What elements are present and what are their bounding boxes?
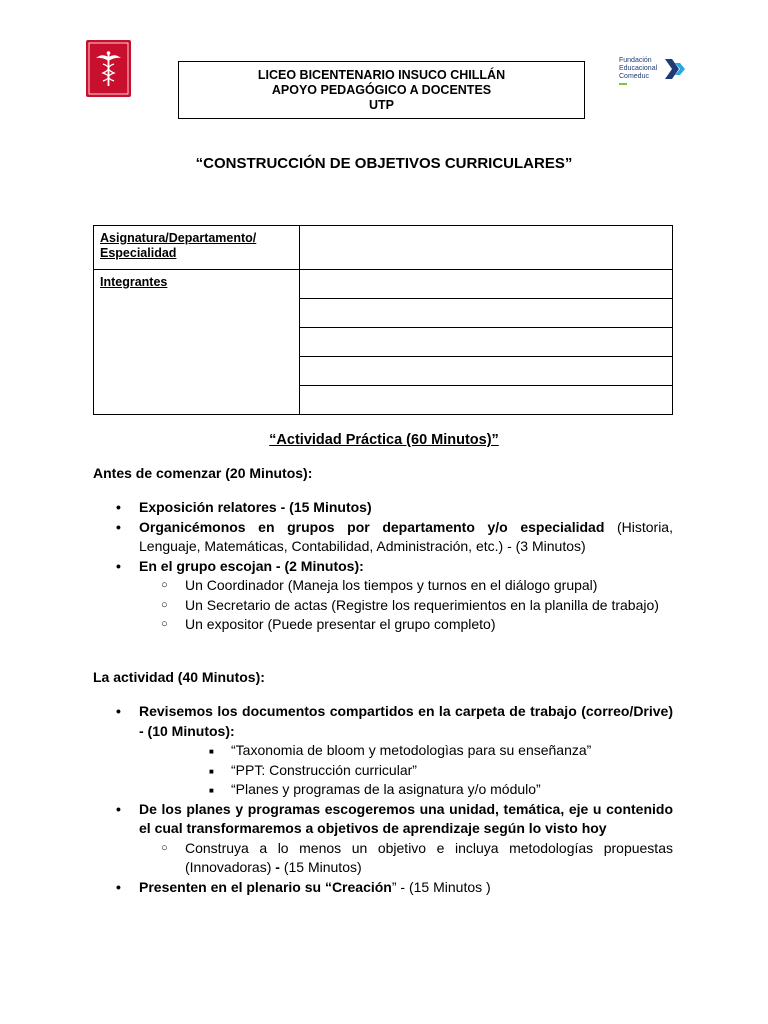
- member-field[interactable]: [300, 357, 673, 386]
- document-item: ■ “Taxonomia de bloom y metodologìas para su enseñanza”: [93, 741, 673, 761]
- member-field[interactable]: [300, 270, 673, 299]
- list-item: • Revisemos los documentos compartidos en la carpeta de trabajo (correo/Drive) - (10 Minutos):: [93, 702, 673, 741]
- document-title: “CONSTRUCCIÓN DE OBJETIVOS CURRICULARES”: [195, 155, 573, 172]
- comeduc-logo: [619, 57, 689, 85]
- activity-title: “Actividad Práctica (60 Minutos)”: [269, 432, 499, 448]
- header-box: [178, 61, 585, 119]
- activity-heading: La actividad (40 Minutos):: [93, 669, 265, 685]
- role-item: ○ Un expositor (Puede presentar el grupo completo): [93, 615, 673, 635]
- list-item: • Exposición relatores - (15 Minutos): [93, 498, 673, 518]
- member-field[interactable]: [300, 386, 673, 415]
- sub-item: ○ Construya a lo menos un objetivo e incluya metodologías propuestas (Innovadoras) - (15 Minutos): [93, 839, 673, 878]
- role-item: ○ Un Coordinador (Maneja los tiempos y turnos en el diálogo grupal): [93, 576, 673, 596]
- member-field[interactable]: [300, 328, 673, 357]
- school-name: LICEO BICENTENARIO INSUCO CHILLÁN: [257, 67, 506, 82]
- list-item: • Organicémonos en grupos por departamento y/o especialidad (Historia, Lenguaje, Matemáticas, Contabilidad, Administración, etc.) - (3 Minutos): [93, 518, 673, 557]
- department-name: APOYO PEDAGÓGICO A DOCENTES: [271, 82, 492, 97]
- subject-field[interactable]: [300, 226, 673, 270]
- logo-accent-bar: [619, 83, 627, 85]
- list-item: • De los planes y programas escogeremos una unidad, temática, eje u contenido el cual transformaremos a objetivos de aprendizaje según lo visto hoy: [93, 800, 673, 839]
- members-label: Integrantes: [94, 270, 300, 415]
- before-heading: Antes de comenzar (20 Minutos):: [93, 465, 313, 481]
- subject-label: Asignatura/Departamento/ Especialidad: [94, 226, 300, 270]
- document-item: ■ “Planes y programas de la asignatura y/o módulo”: [93, 780, 673, 800]
- group-info-table: [93, 225, 673, 415]
- list-item: • En el grupo escojan - (2 Minutos):: [93, 557, 673, 577]
- comeduc-logo-text: Fundación Educacional Comeduc: [619, 57, 658, 80]
- member-field[interactable]: [300, 299, 673, 328]
- before-list: [93, 498, 673, 635]
- role-item: ○ Un Secretario de actas (Registre los requerimientos en la planilla de trabajo): [93, 596, 673, 616]
- unit-name: UTP: [369, 97, 394, 112]
- list-item: • Presenten en el plenario su “Creación” - (15 Minutos ): [93, 878, 673, 898]
- comeduc-chevron-icon: [663, 57, 687, 83]
- document-item: ■ “PPT: Construcción curricular”: [93, 761, 673, 781]
- school-logo: [86, 40, 131, 97]
- activity-list: [93, 702, 673, 897]
- caduceus-icon: [86, 40, 131, 97]
